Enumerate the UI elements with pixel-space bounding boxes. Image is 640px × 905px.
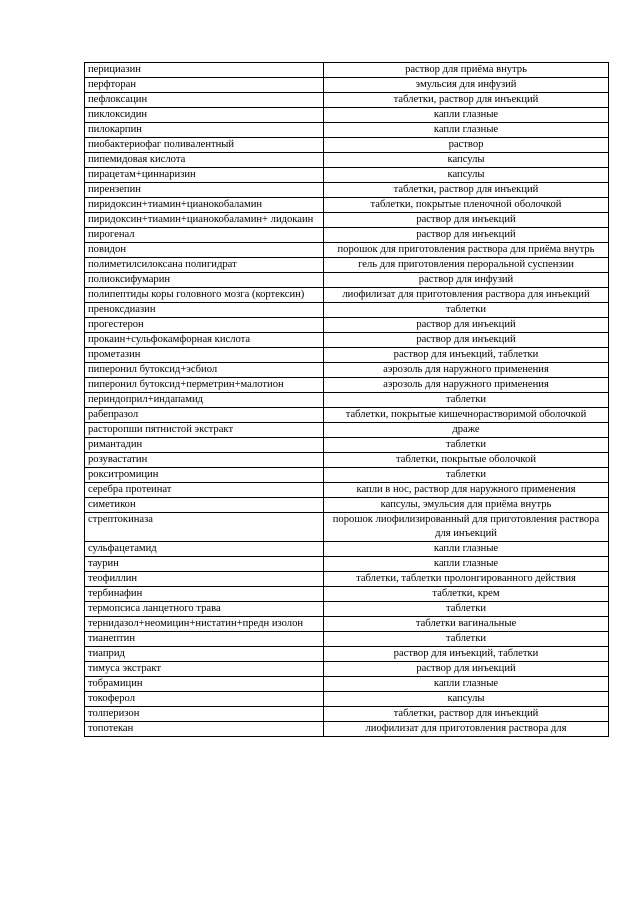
drug-name-cell: розувастатин [85,453,324,468]
drug-name-cell: пилокарпин [85,123,324,138]
drug-name-cell: сульфацетамид [85,542,324,557]
table-row [85,692,609,707]
table-row [85,153,609,168]
drug-name-cell: стрептокиназа [85,513,324,542]
drug-name-cell: симетикон [85,498,324,513]
table-row [85,483,609,498]
drug-name-cell: прометазин [85,348,324,363]
drug-name-cell: пиперонил бутоксид+эсбиол [85,363,324,378]
dosage-form-cell: аэрозоль для наружного применения [324,363,609,378]
drug-name-cell: пирацетам+циннаризин [85,168,324,183]
drug-name-cell: тианептин [85,632,324,647]
drug-name-cell: тербинафин [85,587,324,602]
dosage-form-cell: раствор для приёма внутрь [324,63,609,78]
table-row [85,542,609,557]
drug-name-cell: перфторан [85,78,324,93]
drug-name-cell: таурин [85,557,324,572]
dosage-form-cell: капли глазные [324,557,609,572]
dosage-form-cell: капсулы, эмульсия для приёма внутрь [324,498,609,513]
drug-name-cell: пиклоксидин [85,108,324,123]
dosage-form-cell: раствор для инъекций [324,213,609,228]
drug-name-cell: повидон [85,243,324,258]
dosage-form-cell: капсулы [324,168,609,183]
dosage-form-cell: капли глазные [324,123,609,138]
table-row [85,138,609,153]
drug-name-cell: теофиллин [85,572,324,587]
drug-name-cell: перициазин [85,63,324,78]
drug-name-cell: пиридоксин+тиамин+цианокобаламин [85,198,324,213]
dosage-form-cell: раствор для инфузий [324,273,609,288]
table-row [85,408,609,423]
dosage-form-cell: раствор для инъекций, таблетки [324,647,609,662]
dosage-form-cell: таблетки [324,468,609,483]
dosage-form-cell: таблетки, покрытые пленочной оболочкой [324,198,609,213]
dosage-form-cell: таблетки, раствор для инъекций [324,93,609,108]
drug-table [84,62,609,737]
table-row [85,722,609,737]
dosage-form-cell: лиофилизат для приготовления раствора для инъекций [324,288,609,303]
dosage-form-cell: капсулы [324,153,609,168]
dosage-form-cell: таблетки, таблетки пролонгированного действия [324,572,609,587]
table-row [85,183,609,198]
dosage-form-cell: раствор для инъекций [324,318,609,333]
drug-name-cell: тиаприд [85,647,324,662]
table-row [85,243,609,258]
table-row [85,228,609,243]
dosage-form-cell: таблетки, раствор для инъекций [324,707,609,722]
drug-name-cell: топотекан [85,722,324,737]
table-row [85,333,609,348]
table-row [85,572,609,587]
drug-name-cell: пиобактериофаг поливалентный [85,138,324,153]
dosage-form-cell: капли глазные [324,542,609,557]
drug-name-cell: тобрамицин [85,677,324,692]
table-row [85,632,609,647]
table-row [85,498,609,513]
dosage-form-cell: лиофилизат для приготовления раствора для [324,722,609,737]
table-row [85,378,609,393]
drug-name-cell: полипептиды коры головного мозга (кортексин) [85,288,324,303]
drug-name-cell: полиоксифумарин [85,273,324,288]
table-row [85,198,609,213]
table-row [85,662,609,677]
dosage-form-cell: таблетки, покрытые оболочкой [324,453,609,468]
dosage-form-cell: таблетки, покрытые кишечнорастворимой оболочкой [324,408,609,423]
table-row [85,348,609,363]
dosage-form-cell: порошок для приготовления раствора для приёма внутрь [324,243,609,258]
table-row [85,303,609,318]
table-row [85,602,609,617]
dosage-form-cell: эмульсия для инфузий [324,78,609,93]
dosage-form-cell: раствор для инъекций [324,662,609,677]
dosage-form-cell: таблетки [324,632,609,647]
drug-name-cell: рокситромицин [85,468,324,483]
table-row [85,393,609,408]
drug-name-cell: пиперонил бутоксид+перметрин+малотион [85,378,324,393]
table-row [85,273,609,288]
dosage-form-cell: гель для приготовления пероральной суспензии [324,258,609,273]
drug-name-cell: пирогенал [85,228,324,243]
drug-name-cell: тимуса экстракт [85,662,324,677]
drug-name-cell: расторопши пятнистой экстракт [85,423,324,438]
table-row [85,647,609,662]
drug-name-cell: преноксдиазин [85,303,324,318]
drug-name-cell: прокаин+сульфокамфорная кислота [85,333,324,348]
table-row [85,513,609,542]
dosage-form-cell: капли в нос, раствор для наружного применения [324,483,609,498]
table-row [85,557,609,572]
dosage-form-cell: таблетки [324,303,609,318]
drug-table-body [85,63,609,737]
drug-name-cell: пирензепин [85,183,324,198]
dosage-form-cell: раствор для инъекций, таблетки [324,348,609,363]
dosage-form-cell: аэрозоль для наружного применения [324,378,609,393]
drug-name-cell: толперизон [85,707,324,722]
dosage-form-cell: капли глазные [324,108,609,123]
table-row [85,587,609,602]
table-row [85,78,609,93]
dosage-form-cell: таблетки вагинальные [324,617,609,632]
drug-name-cell: пиридоксин+тиамин+цианокобаламин+ лидокаин [85,213,324,228]
dosage-form-cell: таблетки [324,602,609,617]
dosage-form-cell: драже [324,423,609,438]
table-row [85,707,609,722]
drug-name-cell: токоферол [85,692,324,707]
table-row [85,288,609,303]
dosage-form-cell: капли глазные [324,677,609,692]
dosage-form-cell: капсулы [324,692,609,707]
table-row [85,213,609,228]
drug-name-cell: серебра протеинат [85,483,324,498]
drug-name-cell: термопсиса ланцетного трава [85,602,324,617]
dosage-form-cell: таблетки, раствор для инъекций [324,183,609,198]
dosage-form-cell: раствор для инъекций [324,333,609,348]
table-row [85,677,609,692]
table-row [85,258,609,273]
table-row [85,468,609,483]
drug-name-cell: рабепразол [85,408,324,423]
dosage-form-cell: таблетки [324,438,609,453]
table-row [85,617,609,632]
drug-name-cell: тернидазол+неомицин+нистатин+предн изолон [85,617,324,632]
table-row [85,168,609,183]
dosage-form-cell: раствор для инъекций [324,228,609,243]
table-row [85,438,609,453]
table-row [85,93,609,108]
dosage-form-cell: порошок лиофилизированный для приготовления раствора для инъекций [324,513,609,542]
dosage-form-cell: таблетки, крем [324,587,609,602]
drug-name-cell: периндоприл+индапамид [85,393,324,408]
dosage-form-cell: раствор [324,138,609,153]
table-row [85,123,609,138]
drug-name-cell: полиметилсилоксана полигидрат [85,258,324,273]
table-row [85,63,609,78]
drug-name-cell: римантадин [85,438,324,453]
drug-name-cell: пипемидовая кислота [85,153,324,168]
drug-name-cell: пефлоксацин [85,93,324,108]
table-row [85,318,609,333]
table-row [85,453,609,468]
table-row [85,423,609,438]
table-row [85,108,609,123]
table-row [85,363,609,378]
dosage-form-cell: таблетки [324,393,609,408]
drug-name-cell: прогестерон [85,318,324,333]
